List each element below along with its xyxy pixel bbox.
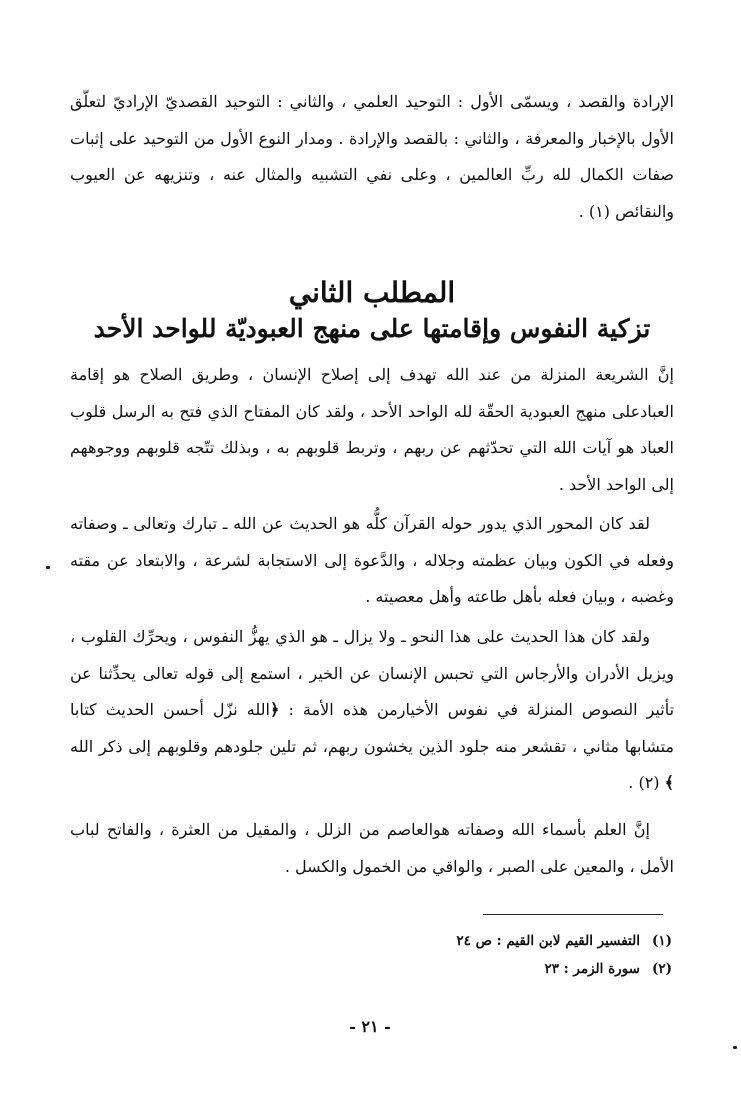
section-subtitle: تزكية النفوس وإقامتها على منهج العبوديّة للواحد الأحد xyxy=(93,314,651,343)
footnote-2-text: سورة الزمر : ٢٣ xyxy=(544,961,640,977)
footnote-ref-1: (١) . xyxy=(578,201,616,221)
footnote-2 xyxy=(300,956,672,982)
section-title: المطلب الثاني xyxy=(288,276,456,309)
footnote-1-text: التفسير القيم لابن القيم : ص ٢٤ xyxy=(456,933,640,949)
footnote-ref-2: (٢) . xyxy=(628,773,665,792)
footnote-2-number: (٢) xyxy=(651,961,672,977)
continued-paragraph xyxy=(70,84,674,230)
body-paragraph-2: لقد كان المحور الذي يدور حوله القرآن كلُّه هو الحديث عن الله ـ تبارك وتعالى ـ وصفاته وفعله في الكون وبيان عظمته وجلاله ، والدَّعوة إلى الاستجابة لشرعة ، والابتعاد عن مقته وغضبه ، وبيان فعله بأهل طاعته وأهل معصيته . xyxy=(70,514,674,606)
scan-speck-right xyxy=(733,1046,737,1049)
body-paragraph-4: إنَّ العلم بأسماء الله وصفاته هوالعاصم من الزلل ، والمقيل من العثرة ، والفاتح لباب الأمل ، والمعين على الصبر ، والواقي من الخمول والكسل . xyxy=(70,820,674,876)
body-paragraph-3 xyxy=(70,619,674,802)
quote-open-bracket: ﴿ xyxy=(270,700,280,719)
footnote-1 xyxy=(300,928,672,954)
continued-paragraph-text: الإرادة والقصد ، ويسمّى الأول : التوحيد العلمي ، والثاني : التوحيد القصديّ الإراديّ لتعلّق الأول بالإخبار والمعرفة ، والثاني : بالقصد والإرادة . ومدار النوع الأول من التوحيد على إثبات صفات الكمال لله ربِّ العالمين ، وعلى نفي التشبيه والمثال عنه ، وتنزيهه عن العيوب والنقائص xyxy=(70,92,674,221)
footnote-1-number: (١) xyxy=(651,933,672,949)
quote-close-bracket: ﴾ xyxy=(664,773,674,792)
body-paragraph-3-intro: ولقد كان هذا الحديث على هذا النحو ـ ولا يزال ـ هو الذي يهزُّ النفوس ، ويحرِّك القلوب ، ويزيل الأدران والأرجاس التي تحبس الإنسان عن الخير ، استمع إلى قوله تعالى يحدِّثنا عن تأثير النصوص المنزلة في نفوس الأخيارمن هذه الأمة : xyxy=(70,627,675,719)
quran-quote: الله نزّل أحسن الحديث كتابا متشابها مثاني ، تقشعر منه جلود الذين يخشون ربهم، ثم تلين جلودهم وقلوبهم إلى ذكر الله xyxy=(70,700,674,756)
body-paragraph-1: إنَّ الشريعة المنزلة من عند الله تهدف إلى إصلاح الإنسان ، وطريق الصلاح هو إقامة العبادعلى منهج العبودية الحقّة لله الواحد الأحد ، ولقد كان المفتاح الذي فتح به الرسل قلوب العباد هو آيات الله التي تحدّثهم عن ربهم ، وتربط قلوبهم به ، وبذلك تتّجه قلوبهم ووجوههم إلى الواحد الأحد . xyxy=(70,365,674,494)
footnote-divider xyxy=(483,914,663,915)
scan-speck-left xyxy=(46,566,50,569)
page-number: - ٢١ - xyxy=(349,1017,391,1036)
